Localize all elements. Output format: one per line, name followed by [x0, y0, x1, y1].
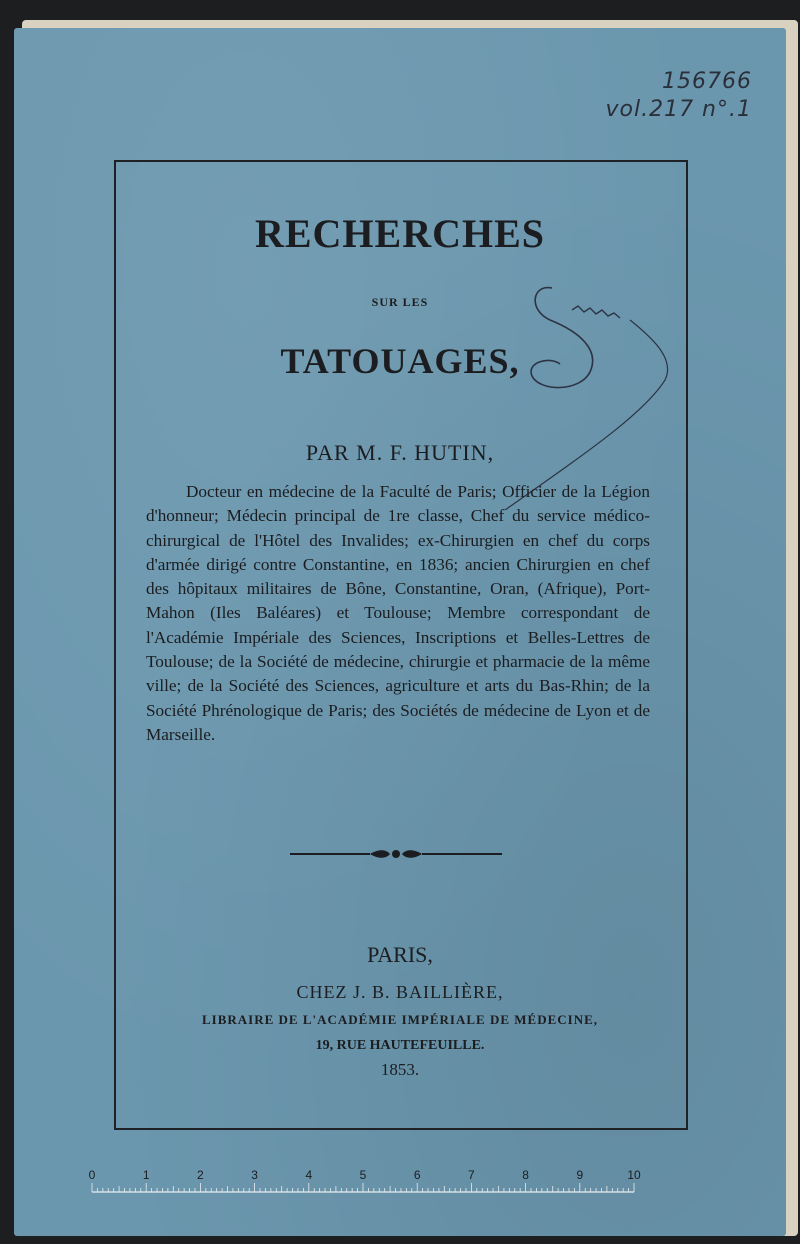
ruler-label: 7 — [468, 1168, 475, 1182]
book-title-second: TATOUAGES, — [280, 341, 520, 381]
ornament-divider-icon — [290, 846, 502, 862]
publisher-role: LIBRAIRE DE L'ACADÉMIE IMPÉRIALE DE MÉDECINE, — [201, 1012, 599, 1027]
book-title: RECHERCHES — [254, 211, 546, 256]
handwritten-note — [605, 68, 752, 124]
author-credentials: Docteur en médecine de la Faculté de Paris; Officier de la Légion d'honneur; Médecin principal de 1re classe, Chef du service médico-chirurgical de l'Hôtel des Invalides; ex-Chirurgien en chef du corps d'armée dirigé contre Constantine, en 1836; ancien Chirurgien en chef des hôpitaux militaires de Bône, Constantine, Oran, (Afrique), Port-Mahon (Iles Baléares) et Toulouse; Membre correspondant de l'Académie Impériale des Sciences, Inscriptions et Belles-Lettres de Toulouse; de la Société de médecine, chirurgie et pharmacie de la même ville; de la Société des Sciences, agriculture et arts du Bas-Rhin; de la Société Phrénologique de Paris; des Sociétés de médecine de Lyon et de Marseille. — [146, 482, 650, 744]
ruler-label: 10 — [627, 1168, 641, 1182]
handwritten-note-line2: vol.217 n°.1 — [605, 97, 752, 122]
ruler-label: 3 — [251, 1168, 258, 1182]
publisher-name: CHEZ J. B. BAILLIÈRE, — [296, 982, 504, 1002]
ruler-label: 4 — [305, 1168, 313, 1182]
scale-ruler — [86, 1168, 646, 1198]
ruler-label: 6 — [413, 1168, 421, 1182]
signature-icon — [440, 280, 680, 510]
ruler-label: 0 — [88, 1168, 96, 1182]
handwritten-note-line1: 156766 — [662, 69, 752, 94]
ruler-label: 5 — [359, 1168, 367, 1182]
publication-year: 1853. — [380, 1060, 420, 1079]
ruler-label: 9 — [576, 1168, 584, 1182]
publisher-address: 19, RUE HAUTEFEUILLE. — [315, 1038, 485, 1053]
book-title-sub: SUR LES — [371, 295, 429, 309]
publisher-city: PARIS, — [367, 942, 433, 967]
ruler-label: 1 — [142, 1168, 150, 1182]
ruler-label: 8 — [522, 1168, 529, 1182]
ruler-label: 2 — [197, 1168, 204, 1182]
author-line: PAR M. F. HUTIN, — [305, 440, 495, 465]
